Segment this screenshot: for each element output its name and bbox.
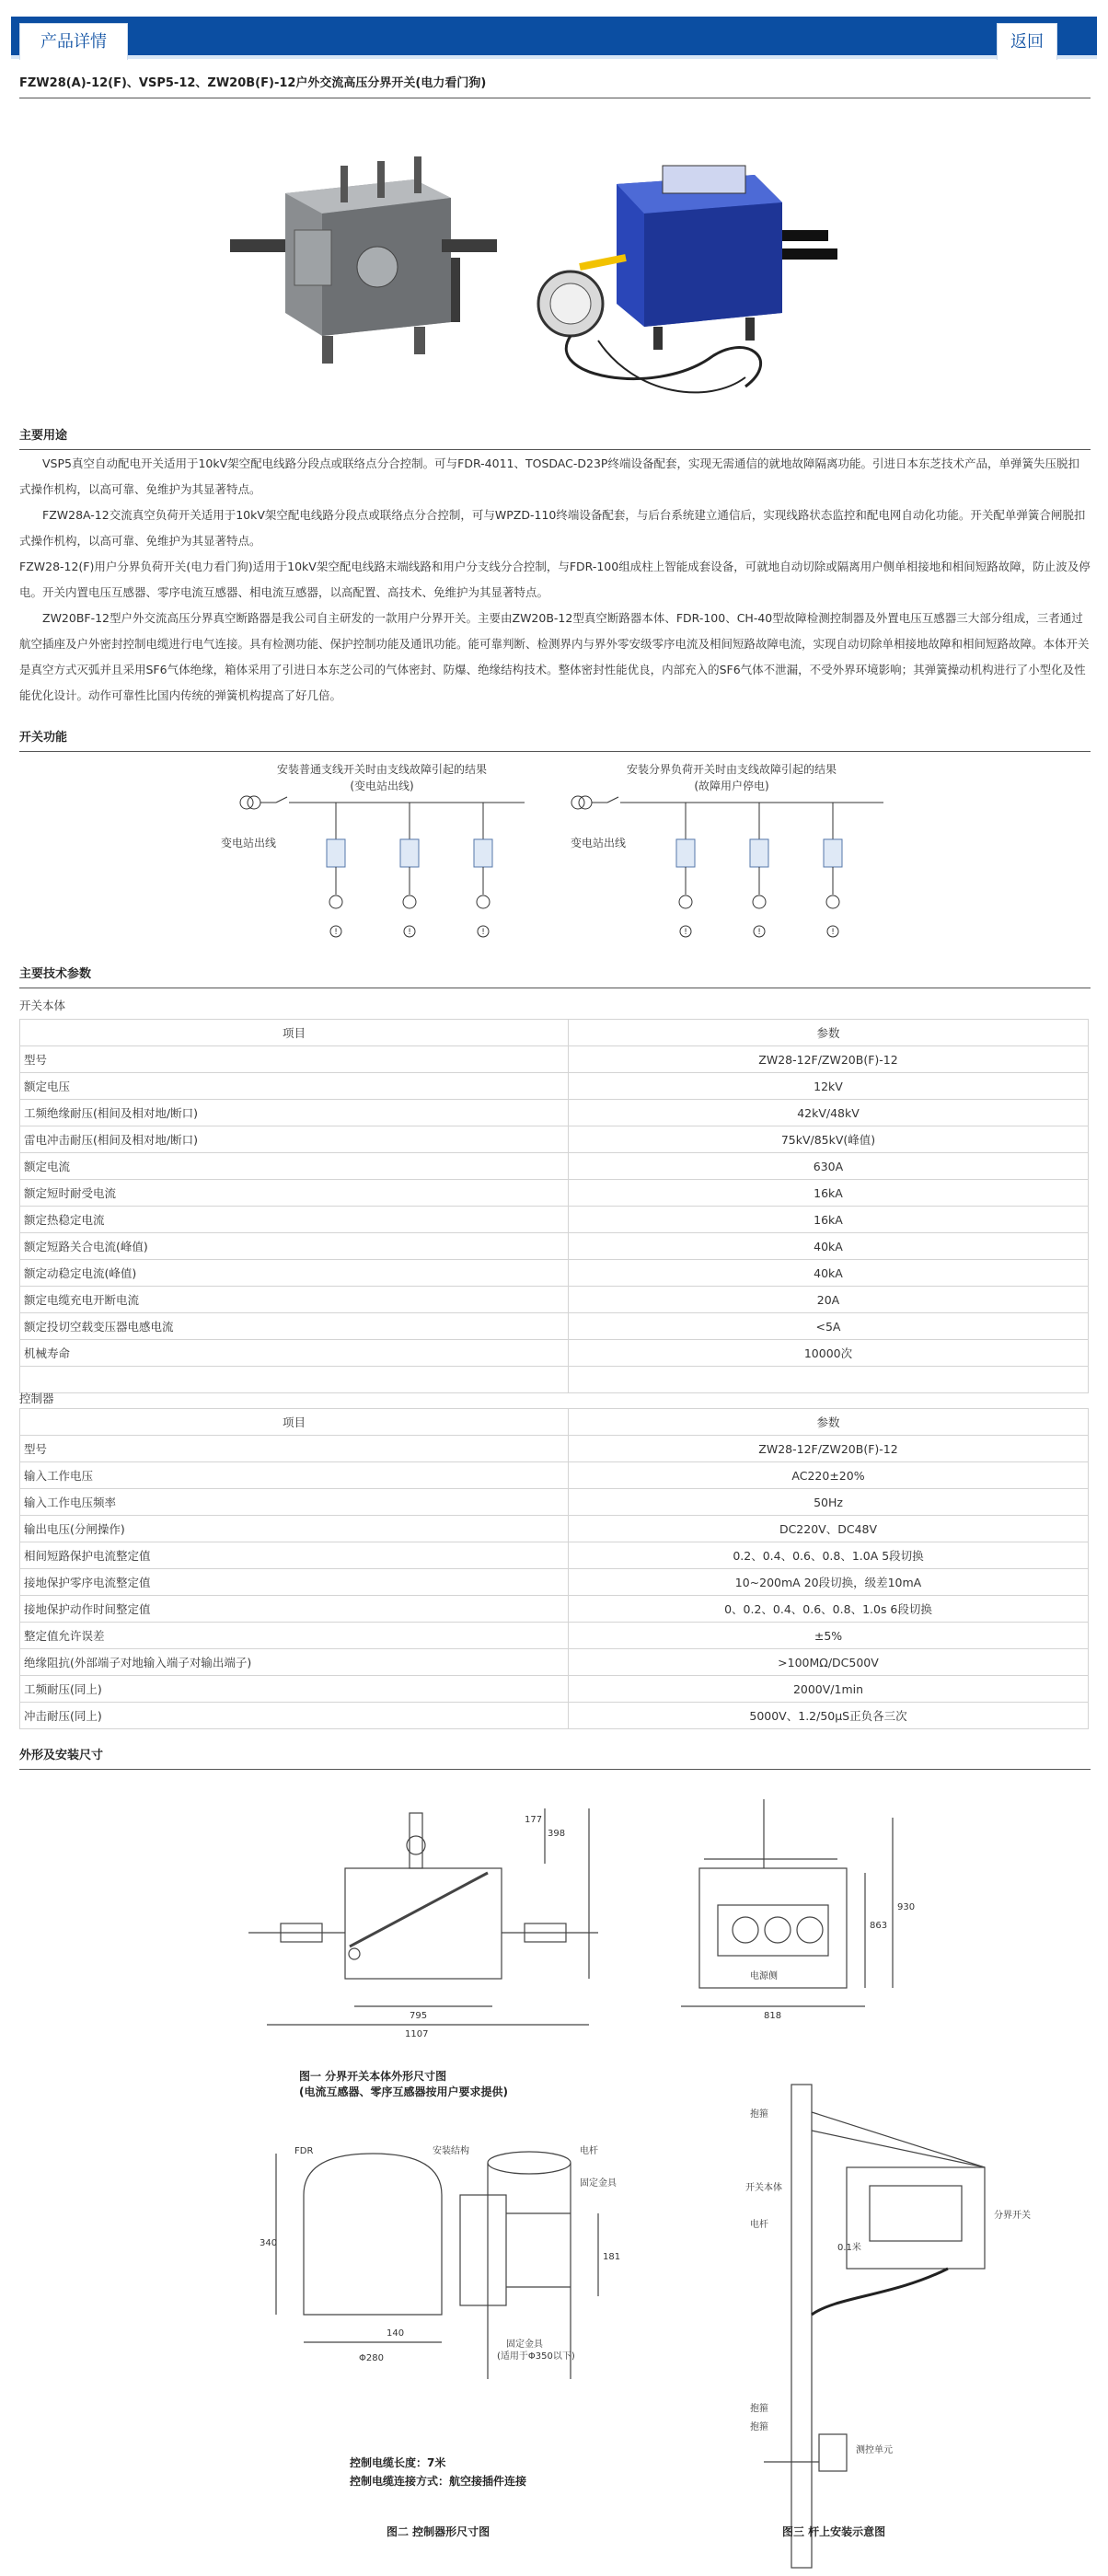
fdr-label: FDR bbox=[294, 2146, 314, 2156]
row-value: 0.2、0.4、0.6、0.8、1.0A 5段切换 bbox=[569, 1542, 1089, 1569]
svg-text:!: ! bbox=[408, 928, 411, 937]
row-name: 型号 bbox=[20, 1436, 569, 1462]
row-value: 12kV bbox=[569, 1073, 1089, 1100]
control-unit-label: 测控单元 bbox=[856, 2445, 893, 2455]
row-name: 额定电流 bbox=[20, 1153, 569, 1180]
row-value: 10000次 bbox=[569, 1340, 1089, 1367]
fixing-label-2: 固定金具 bbox=[506, 2339, 543, 2350]
row-name: 输入工作电压 bbox=[20, 1462, 569, 1489]
install-struct-label: 安装结构 bbox=[433, 2146, 469, 2156]
table-row bbox=[20, 1569, 1089, 1596]
table-row-empty bbox=[20, 1367, 1089, 1393]
table-row bbox=[20, 1542, 1089, 1569]
row-value: 5000V、1.2/50μS正负各三次 bbox=[569, 1703, 1089, 1729]
switch-body-outline bbox=[345, 1868, 502, 1979]
table-row bbox=[20, 1073, 1089, 1100]
header-background bbox=[11, 17, 1097, 59]
header-item: 项目 bbox=[20, 1409, 569, 1436]
table-row bbox=[20, 1313, 1089, 1340]
svg-text:!: ! bbox=[481, 928, 485, 937]
function-diagram bbox=[221, 757, 920, 950]
svg-text:!: ! bbox=[831, 928, 835, 937]
fig3-caption: 图三 杆上安装示意图 bbox=[782, 2525, 886, 2538]
dim-340: 340 bbox=[260, 2238, 278, 2248]
boundary-switch-label: 分界开关 bbox=[994, 2211, 1031, 2221]
params-section-title: 主要技术参数 bbox=[19, 964, 1091, 988]
dim-181: 181 bbox=[603, 2252, 621, 2262]
table-row bbox=[20, 1436, 1089, 1462]
row-name: 额定电压 bbox=[20, 1073, 569, 1100]
fig2-caption: 图二 控制器形尺寸图 bbox=[387, 2525, 491, 2538]
row-name: 工频绝缘耐压(相间及相对地/断口) bbox=[20, 1100, 569, 1126]
left-caption-1: 安装普通支线开关时由支线故障引起的结果 bbox=[276, 763, 488, 776]
body-table-label: 开关本体 bbox=[19, 999, 66, 1012]
dim-280: Φ280 bbox=[359, 2353, 384, 2363]
tab-product-details[interactable]: 产品详情 bbox=[19, 23, 128, 60]
row-name: 额定短时耐受电流 bbox=[20, 1180, 569, 1207]
dim-177: 177 bbox=[525, 1815, 543, 1825]
back-button[interactable]: 返回 bbox=[997, 23, 1057, 60]
pole-label-2: 电杆 bbox=[750, 2220, 768, 2230]
table-row bbox=[20, 1260, 1089, 1287]
row-name: 整定值允许误差 bbox=[20, 1623, 569, 1649]
row-value: 40kA bbox=[569, 1233, 1089, 1260]
right-caption-2: (故障用户停电) bbox=[694, 780, 769, 792]
table-header-row bbox=[20, 1409, 1089, 1436]
row-name: 额定动稳定电流(峰值) bbox=[20, 1260, 569, 1287]
row-name: 工频耐压(同上) bbox=[20, 1676, 569, 1703]
table-row bbox=[20, 1126, 1089, 1153]
row-name: 输入工作电压频率 bbox=[20, 1489, 569, 1516]
dims-section-title: 外形及安装尺寸 bbox=[19, 1745, 1091, 1770]
table-row bbox=[20, 1623, 1089, 1649]
row-name: 接地保护动作时间整定值 bbox=[20, 1596, 569, 1623]
table-row bbox=[20, 1489, 1089, 1516]
function-section-title: 开关功能 bbox=[19, 727, 1091, 752]
row-name: 输出电压(分闸操作) bbox=[20, 1516, 569, 1542]
left-caption-2: (变电站出线) bbox=[350, 780, 414, 792]
hoop-label-1: 抱箍 bbox=[750, 2109, 768, 2120]
row-value: AC220±20% bbox=[569, 1462, 1089, 1489]
row-name: 额定电缆充电开断电流 bbox=[20, 1287, 569, 1313]
header-param: 参数 bbox=[569, 1409, 1089, 1436]
row-name: 接地保护零序电流整定值 bbox=[20, 1569, 569, 1596]
dim-818: 818 bbox=[764, 2011, 782, 2021]
row-value: ±5% bbox=[569, 1623, 1089, 1649]
row-value: 2000V/1min bbox=[569, 1676, 1089, 1703]
right-caption-1: 安装分界负荷开关时由支线故障引起的结果 bbox=[626, 763, 837, 776]
svg-text:!: ! bbox=[757, 928, 761, 937]
table-row bbox=[20, 1233, 1089, 1260]
controller-table-label: 控制器 bbox=[19, 1392, 54, 1405]
gray-switch-illustration bbox=[230, 156, 497, 364]
usage-paragraph-1: VSP5真空自动配电开关适用于10kV架空配电线路分段点或联络点分合控制。可与FDR-4011、TOSDAC-D23P终端设备配套，实现无需通信的就地故障隔离功能。引进日本东芝技术产品，单弹簧失压脱扣式操作机构，以高可靠、免维护为其显著特点。 bbox=[19, 456, 1079, 496]
hoop-label-3: 抱箍 bbox=[750, 2422, 768, 2432]
table-header-row bbox=[20, 1020, 1089, 1046]
controller-spec-table bbox=[19, 1408, 1089, 1729]
dim-140: 140 bbox=[387, 2328, 405, 2339]
table-row bbox=[20, 1462, 1089, 1489]
row-name: 额定短路关合电流(峰值) bbox=[20, 1233, 569, 1260]
table-row bbox=[20, 1340, 1089, 1367]
dim-795: 795 bbox=[410, 2011, 428, 2021]
table-row bbox=[20, 1287, 1089, 1313]
row-value: ZW28-12F/ZW20B(F)-12 bbox=[569, 1046, 1089, 1073]
dim-1107: 1107 bbox=[405, 2029, 429, 2039]
cable-connect: 控制电缆连接方式：航空接插件连接 bbox=[350, 2475, 527, 2488]
left-substation-label: 变电站出线 bbox=[221, 837, 277, 849]
usage-text bbox=[19, 451, 1091, 709]
right-substation-label: 变电站出线 bbox=[571, 837, 627, 849]
table-row bbox=[20, 1046, 1089, 1073]
table-row bbox=[20, 1153, 1089, 1180]
cable-length: 控制电缆长度：7米 bbox=[350, 2456, 446, 2469]
page-title: FZW28(A)-12(F)、VSP5-12、ZW20B(F)-12户外交流高压分界开关(电力看门狗) bbox=[19, 73, 1091, 98]
usage-paragraph-2: FZW28A-12交流真空负荷开关适用于10kV架空配电线路分段点或联络点分合控制，可与WPZD-110终端设备配套，与后台系统建立通信后，实现线路状态监控和配电网自动化功能。开关配单弹簧合闸脱扣式操作机构，以高可靠、免维护为其显著特点。 bbox=[19, 508, 1086, 548]
usage-paragraph-4: ZW20BF-12型户外交流高压分界真空断路器是我公司自主研发的一款用户分界开关。主要由ZW20B-12型真空断路器本体、FDR-100、CH-40型故障检测控制器及外置电压互感器三大部分组成，三者通过航空插座及户外密封控制电缆进行电气连接。具有检测功能、保护控制功能及通讯功能。能可靠判断、检测界内与界外零安级零序电流及相间短路故障电流，实现自动切除单相接地故障和相间短路故障。本体开关是真空方式灭弧并且采用SF6气体绝缘，箱体采用了引进日本东芝公司的气体密封、防爆、绝缘结构技术。整体密封性能优良，内部充入的SF6气体不泄漏，不受外界环境影响；其弹簧操动机构进行了小型化及性能优化设计。动作可靠性比国内传统的弹簧机构提高了好几倍。 bbox=[19, 611, 1090, 702]
dim-398: 398 bbox=[548, 1829, 566, 1839]
row-value: 16kA bbox=[569, 1207, 1089, 1233]
row-name: 绝缘阻抗(外部端子对地输入端子对输出端子) bbox=[20, 1649, 569, 1676]
row-name: 额定投切空载变压器电感电流 bbox=[20, 1313, 569, 1340]
fig1-caption-1: 图一 分界开关本体外形尺寸图 bbox=[299, 2070, 447, 2083]
row-value: 75kV/85kV(峰值) bbox=[569, 1126, 1089, 1153]
switch-body-label: 开关本体 bbox=[745, 2183, 782, 2193]
body-spec-table bbox=[19, 1019, 1089, 1393]
power-side-label: 电源侧 bbox=[750, 1971, 778, 1981]
row-name: 型号 bbox=[20, 1046, 569, 1073]
row-value: 10~200mA 20段切换，级差10mA bbox=[569, 1569, 1089, 1596]
table-row bbox=[20, 1180, 1089, 1207]
product-photo bbox=[230, 129, 902, 414]
svg-text:!: ! bbox=[334, 928, 338, 937]
header-param: 参数 bbox=[569, 1020, 1089, 1046]
usage-section-title: 主要用途 bbox=[19, 425, 1091, 450]
table-row bbox=[20, 1703, 1089, 1729]
row-value: 50Hz bbox=[569, 1489, 1089, 1516]
row-name: 相间短路保护电流整定值 bbox=[20, 1542, 569, 1569]
table-row bbox=[20, 1516, 1089, 1542]
pole-label: 电杆 bbox=[580, 2146, 598, 2156]
fixing-note: (适用于Φ350以下) bbox=[497, 2351, 575, 2362]
row-value: 40kA bbox=[569, 1260, 1089, 1287]
fig1-caption-2: (电流互感器、零序互感器按用户要求提供) bbox=[299, 2085, 508, 2098]
table-row bbox=[20, 1649, 1089, 1676]
table-row bbox=[20, 1596, 1089, 1623]
row-value: 20A bbox=[569, 1287, 1089, 1313]
row-value: ZW28-12F/ZW20B(F)-12 bbox=[569, 1436, 1089, 1462]
row-value: 630A bbox=[569, 1153, 1089, 1180]
dim-930: 930 bbox=[897, 1902, 916, 1912]
row-name: 机械寿命 bbox=[20, 1340, 569, 1367]
table-row bbox=[20, 1207, 1089, 1233]
row-name: 冲击耐压(同上) bbox=[20, 1703, 569, 1729]
row-value: >100MΩ/DC500V bbox=[569, 1649, 1089, 1676]
table-row bbox=[20, 1676, 1089, 1703]
fixing-label: 固定金具 bbox=[580, 2178, 617, 2189]
usage-paragraph-3: FZW28-12(F)用户分界负荷开关(电力看门狗)适用于10kV架空配电线路末端线路和用户分支线分合控制，与FDR-100组成柱上智能成套设备，可就地自动切除或隔离用户侧单相接地和相间短路故障，防止波及停电。开关内置电压互感器、零序电流互感器、相电流互感器，以高配置、高技术、免维护为其显著特点。 bbox=[19, 560, 1091, 599]
row-value: <5A bbox=[569, 1313, 1089, 1340]
row-name: 额定热稳定电流 bbox=[20, 1207, 569, 1233]
dimension-drawings bbox=[248, 1781, 1095, 2572]
row-value: 0、0.2、0.4、0.6、0.8、1.0s 6段切换 bbox=[569, 1596, 1089, 1623]
svg-text:!: ! bbox=[684, 928, 687, 937]
row-value: 42kV/48kV bbox=[569, 1100, 1089, 1126]
header-item: 项目 bbox=[20, 1020, 569, 1046]
hoop-label-2: 抱箍 bbox=[750, 2404, 768, 2414]
table-row bbox=[20, 1100, 1089, 1126]
dist-label: 0.1米 bbox=[837, 2243, 861, 2253]
row-value: DC220V、DC48V bbox=[569, 1516, 1089, 1542]
blue-switch-illustration bbox=[538, 166, 837, 392]
row-name: 雷电冲击耐压(相间及相对地/断口) bbox=[20, 1126, 569, 1153]
row-value: 16kA bbox=[569, 1180, 1089, 1207]
dim-863: 863 bbox=[870, 1921, 888, 1931]
header-bar bbox=[0, 0, 1108, 59]
